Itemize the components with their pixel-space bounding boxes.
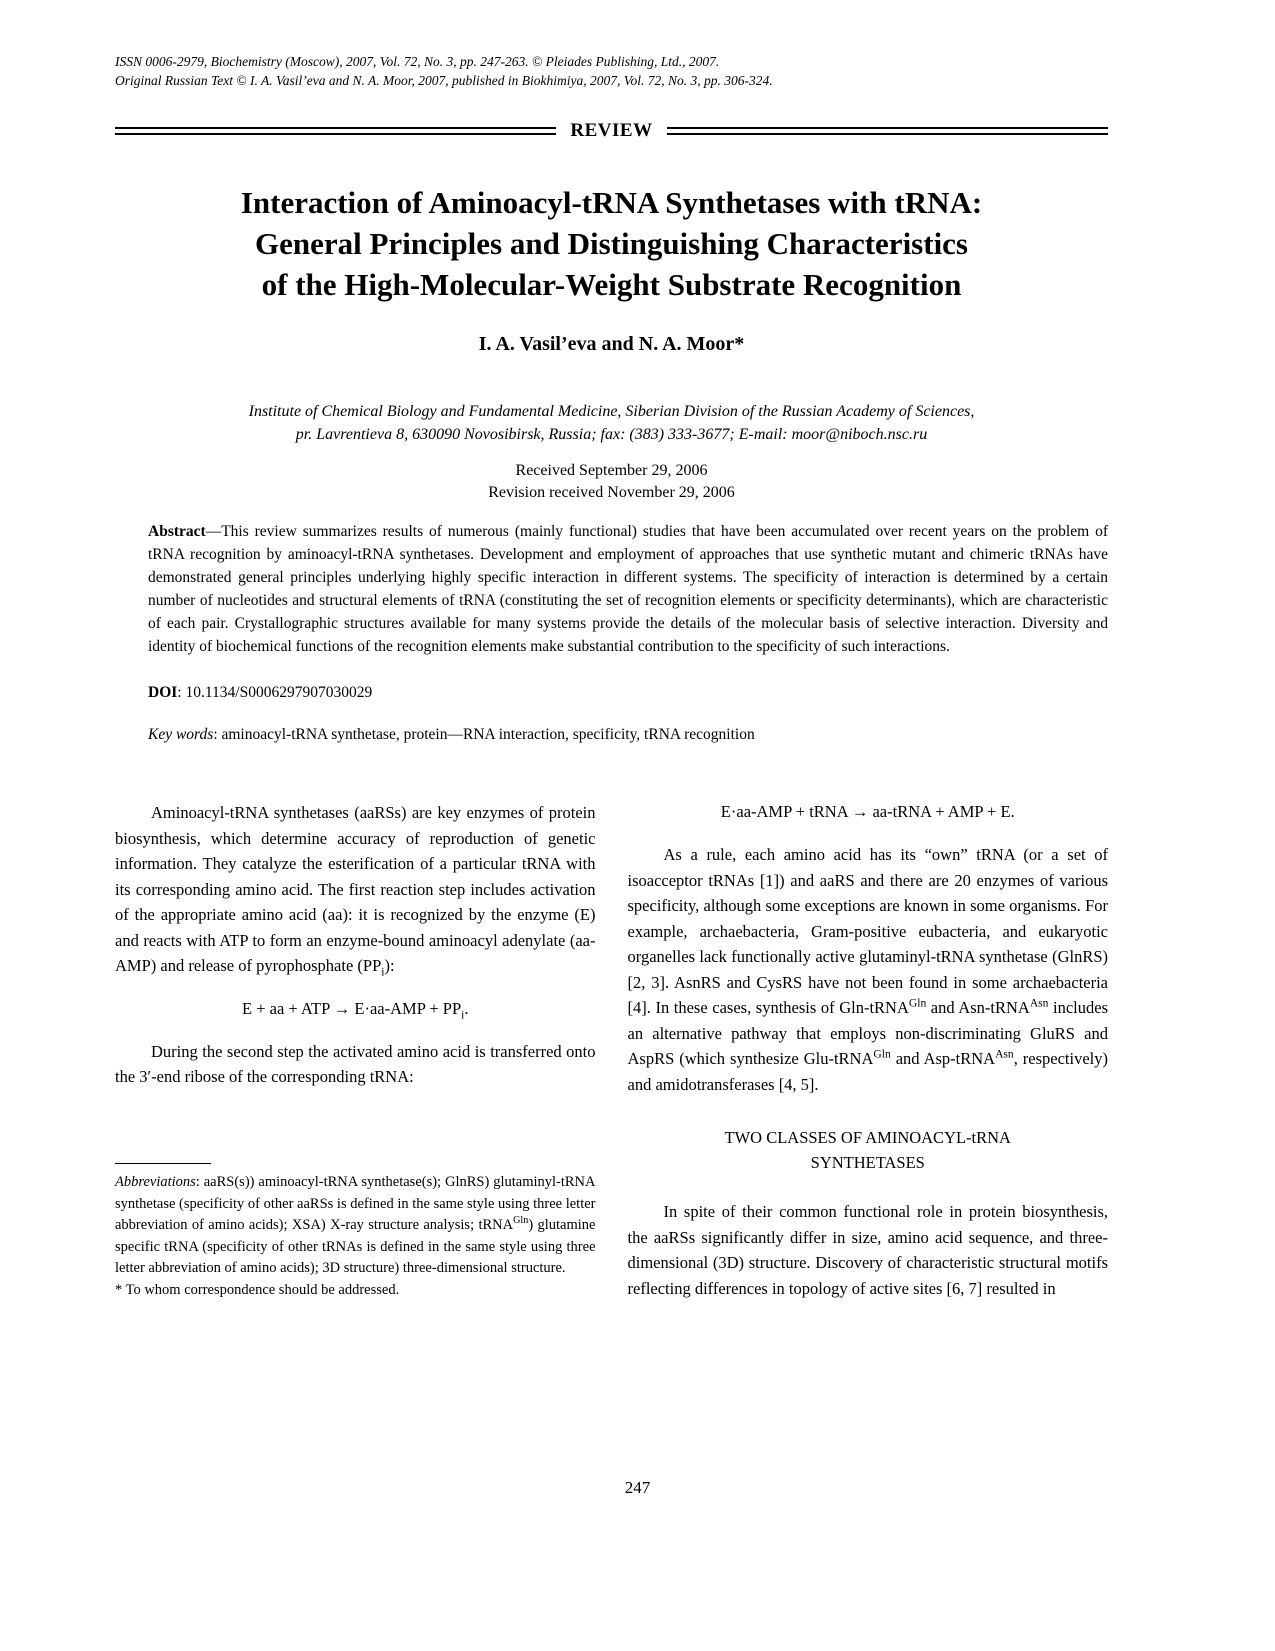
keywords: Key words: aminoacyl-tRNA synthetase, protein—RNA interaction, specificity, tRNA recognition <box>148 726 755 743</box>
body-columns <box>115 800 1108 1301</box>
banner-rule-right <box>667 127 1108 135</box>
equation-activation: E + aa + ATP → $E\cdot aa-AMP + PP_i$. <box>241 998 469 1021</box>
article-title: Interaction of Aminoacyl-tRNA Synthetases with tRNA: General Principles and Distinguishing Characteristics of the High-Molecular-Weight Substrate Recognition <box>240 185 983 302</box>
footnote-rule <box>115 1163 211 1164</box>
journal-header-line2: Original Russian Text © I. A. Vasil’eva and N. A. Moor, 2007, published in Biokhimiya, 2007, Vol. 72, No. 3, pp. 306-324. <box>115 73 773 88</box>
journal-header-line1: ISSN 0006-2979, Biochemistry (Moscow), 2007, Vol. 72, No. 3, pp. 247-263. © Pleiades Publishing, Ltd., 2007. <box>115 54 720 69</box>
equation-transfer: E·aa-AMP + tRNA → aa-tRNA + AMP + E. <box>720 802 1015 821</box>
footnote-abbreviations: Abbreviations: aaRS(s)) aminoacyl-tRNA synthetase(s); GlnRS) glutaminyl-tRNA synthetase (specificity of other aaRSs is defined in the same style using three letter abbreviation of amino acids); XSA) X-ray structure analysis; tRNA$^{Gln}$) glutamine specific tRNA (specificity of other tRNAs is defined in the same style using three letter abbreviation of amino acids); 3D structure) three-dimensional structure. <box>115 1174 596 1276</box>
article-affiliation: Institute of Chemical Biology and Fundamental Medicine, Siberian Division of the Russian Academy of Sciences, pr. Lavrentieva 8, 630090 Novosibirsk, Russia; fax: (383) 333-3677; E-mail: moor@niboch.nsc.ru <box>248 403 975 443</box>
page-number: 247 <box>624 1478 651 1497</box>
section-label: REVIEW <box>570 120 653 141</box>
paragraph-intro: Aminoacyl-tRNA synthetases (aaRSs) are key enzymes of protein biosynthesis, which determine accuracy of reproduction of genetic information. They catalyze the esterification of a particular tRNA with its corresponding amino acid. The first reaction step includes activation of the appropriate amino acid (aa): it is recognized by the enzyme (E) and reacts with ATP to form an enzyme-bound aminoacyl adenylate (aa-AMP) and release of pyrophosphate $(PP_i)$: <box>115 803 596 979</box>
abstract: Abstract—This review summarizes results of numerous (mainly functional) studies that have been accumulated over recent years on the problem of tRNA recognition by aminoacyl-tRNA synthetases. Development and employment of approaches that use synthetic mutant and chimeric tRNAs have demonstrated general principles underlying highly specific interaction in different systems. The specificity of interaction is determined by a certain number of nucleotides and structural elements of tRNA (constituting the set of recognition elements or specificity determinants), which are characteristic of each pair. Crystallographic structures available for many systems provide the details of the molecular basis of selective interaction. Diversity and identity of biochemical functions of the recognition elements make substantial contribution to the specificity of such interactions. <box>148 523 1108 655</box>
journal-header <box>115 52 1108 90</box>
article-authors: I. A. Vasil’eva and N. A. Moor* <box>478 333 745 355</box>
footnote <box>115 1133 596 1301</box>
paragraph-second-step: During the second step the activated amino acid is transferred onto the 3′-end ribose of the corresponding tRNA: <box>115 1041 596 1086</box>
banner-rule-left <box>115 127 556 135</box>
footnote-correspondence: * To whom correspondence should be addressed. <box>115 1281 400 1298</box>
received-date: Received September 29, 2006 <box>515 462 708 479</box>
section-banner <box>115 120 1108 142</box>
doi: DOI: 10.1134/S0006297907030029 <box>148 684 373 701</box>
paragraph-two-classes: In spite of their common functional role in protein biosynthesis, the aaRSs significantly differ in size, amino acid sequence, and three-dimensional (3D) structure. Discovery of characteristic structural motifs reflecting differences in topology of active sites [6, 7] resulted in <box>627 1202 1108 1298</box>
paragraph-rule: As a rule, each amino acid has its “own” tRNA (or a set of isoacceptor tRNAs [1]) and aaRS and there are 20 enzymes of various specificity, although some exceptions are known in some organisms. For example, archaebacteria, Gram-positive eubacteria, and eukaryotic organelles lack functionally active glutaminyl-tRNA synthetase (GlnRS) [2, 3]. AsnRS and CysRS have not been found in some archaebacteria [4]. In these cases, synthesis of Gln-tRNA$^{Gln}$ and Asn-tRNA$^{Asn}$ includes an alternative pathway that employs non-discriminating GluRS and AspRS (which synthesize Glu-tRNA$^{Gln}$ and Asp-tRNA$^{Asn}$, respectively) and amidotransferases [4, 5]. <box>627 845 1108 1094</box>
section-heading-two-classes: TWO CLASSES OF AMINOACYL-tRNA SYNTHETASES <box>724 1128 1011 1172</box>
right-column <box>628 800 1109 1301</box>
left-column <box>115 800 596 1301</box>
revision-date: Revision received November 29, 2006 <box>488 484 735 501</box>
